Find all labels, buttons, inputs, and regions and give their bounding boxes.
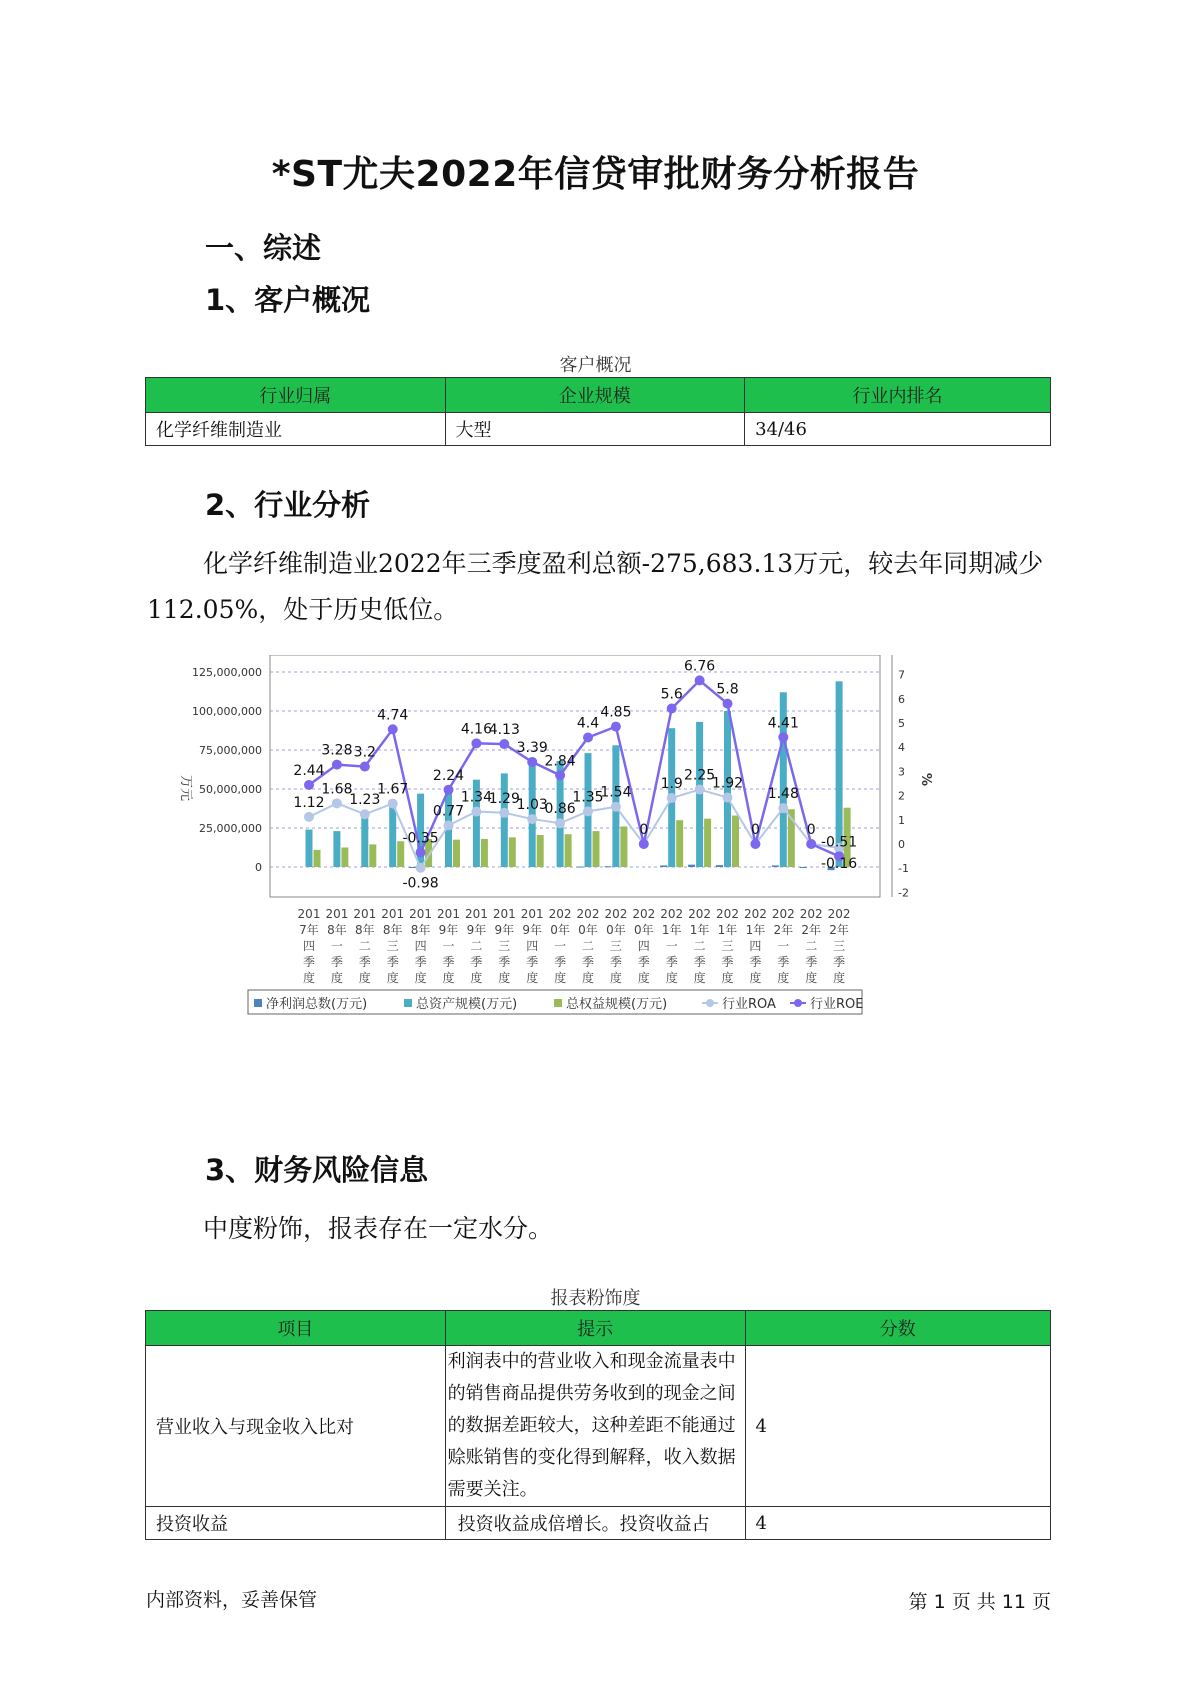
y-tick-label: 50,000,000 — [199, 783, 262, 796]
x-tick-label: 季 — [637, 955, 650, 969]
legend-swatch — [254, 999, 262, 1007]
table-header: 分数 — [745, 1311, 1050, 1346]
roe-data-label: 5.8 — [716, 681, 739, 698]
x-tick-label: 季 — [777, 955, 790, 969]
x-tick-label: 2年 — [829, 923, 849, 937]
section-heading-overview: 一、综述 — [205, 231, 322, 265]
roa-point — [611, 802, 621, 812]
x-tick-label: 201 — [464, 907, 488, 921]
x-tick-label: 202 — [632, 907, 656, 921]
x-tick-label: 度 — [526, 971, 539, 985]
bar-2 — [501, 773, 508, 867]
roe-data-label: -0.35 — [402, 830, 439, 847]
bar-1 — [409, 867, 416, 868]
bar-3 — [453, 840, 460, 867]
legend-label: 净利润总数(万元) — [266, 997, 368, 1012]
bar-3 — [341, 848, 348, 868]
industry-chart — [170, 655, 1040, 1110]
x-tick-label: 度 — [470, 971, 483, 985]
bar-1 — [577, 867, 584, 868]
x-tick-label: 度 — [581, 971, 595, 985]
x-tick-label: 9年 — [494, 923, 515, 937]
bar-2 — [361, 817, 368, 867]
roe-data-label: -0.51 — [820, 834, 858, 851]
y-tick-label: 125,000,000 — [192, 666, 262, 679]
x-tick-label: 9年 — [466, 923, 487, 937]
x-tick-label: 季 — [526, 955, 539, 969]
x-tick-label: 二 — [805, 939, 818, 953]
x-tick-label: 201 — [325, 907, 349, 921]
x-tick-label: 202 — [660, 907, 684, 921]
legend-swatch — [794, 999, 802, 1007]
x-tick-label: 三 — [609, 939, 622, 953]
x-tick-label: 二 — [581, 939, 595, 953]
roa-data-label: 2.25 — [684, 767, 716, 784]
x-tick-label: 0年 — [633, 923, 654, 937]
subsection-heading-industry: 2、行业分析 — [205, 488, 371, 522]
x-tick-label: 二 — [358, 939, 371, 953]
roe-data-label: 0 — [639, 822, 649, 838]
roa-point — [667, 793, 677, 803]
x-tick-label: 8年 — [354, 923, 375, 937]
x-tick-label: 季 — [581, 955, 595, 969]
roe-point — [416, 847, 426, 857]
roa-data-label: 1.9 — [660, 776, 683, 793]
y2-tick-label: 2 — [898, 789, 905, 803]
roe-data-label: 4.85 — [600, 704, 632, 721]
x-tick-label: 季 — [386, 955, 399, 969]
bar-1 — [800, 867, 807, 868]
roe-data-label: 4.74 — [377, 707, 409, 724]
legend-label: 行业ROA — [722, 997, 776, 1012]
x-tick-label: 9年 — [522, 923, 543, 937]
x-tick-label: 202 — [604, 907, 628, 921]
x-tick-label: 201 — [297, 907, 321, 921]
x-tick-label: 2年 — [801, 923, 822, 937]
y2-tick-label: 3 — [898, 765, 905, 779]
x-tick-label: 季 — [554, 955, 567, 969]
roe-point — [388, 724, 398, 734]
roe-point — [806, 839, 816, 849]
legend-label: 总资产规模(万元) — [416, 997, 518, 1012]
bar-3 — [509, 837, 516, 867]
y2-tick-label: 6 — [898, 692, 905, 706]
bar-3 — [565, 834, 572, 867]
bar-3 — [593, 831, 600, 867]
table-cell: 投资收益成倍增长。投资收益占 — [445, 1507, 745, 1540]
roe-data-label: 4.16 — [460, 721, 492, 738]
x-tick-label: 四 — [637, 939, 650, 953]
roa-point — [444, 820, 454, 830]
roe-data-label: 3.2 — [353, 744, 376, 761]
roa-point — [360, 809, 370, 819]
roa-point — [304, 812, 314, 822]
roe-point — [471, 738, 481, 748]
roa-point — [778, 803, 788, 813]
x-tick-label: 202 — [771, 907, 795, 921]
roe-point — [667, 703, 677, 713]
x-tick-label: 202 — [743, 907, 767, 921]
y-tick-label: 100,000,000 — [192, 705, 262, 718]
footer-confidential: 内部资料，妥善保管 — [146, 1589, 318, 1611]
x-tick-label: 201 — [353, 907, 377, 921]
risk-table — [145, 1310, 1051, 1540]
subsection-heading-customer: 1、客户概况 — [205, 283, 371, 317]
x-tick-label: 一 — [330, 939, 343, 953]
x-tick-label: 度 — [498, 971, 511, 985]
roa-data-label: 1.92 — [711, 775, 744, 792]
x-tick-label: 201 — [520, 907, 544, 921]
y2-tick-label: 5 — [898, 717, 905, 730]
x-tick-label: 度 — [609, 971, 622, 985]
customer-overview-table — [145, 377, 1051, 446]
x-tick-label: 8年 — [410, 923, 431, 937]
roe-data-label: 6.76 — [684, 658, 716, 675]
legend-label: 总权益规模(万元) — [566, 997, 668, 1012]
roa-data-label: 1.29 — [488, 790, 520, 807]
roa-data-label: 1.23 — [349, 792, 381, 809]
roe-point — [332, 760, 342, 770]
x-tick-label: 0年 — [578, 923, 598, 937]
x-tick-label: 季 — [749, 955, 762, 969]
x-tick-label: 四 — [414, 939, 427, 953]
x-tick-label: 202 — [827, 907, 851, 921]
table-header: 企业规模 — [445, 378, 745, 413]
roe-point — [527, 757, 537, 767]
table-cell: 34/46 — [745, 413, 1051, 446]
table-cell: 化学纤维制造业 — [146, 413, 446, 446]
bar-1 — [716, 865, 723, 867]
x-tick-label: 四 — [749, 939, 762, 953]
x-tick-label: 度 — [665, 971, 678, 985]
x-tick-label: 度 — [721, 971, 734, 985]
roa-point — [583, 806, 593, 816]
roa-point — [388, 799, 398, 809]
roe-data-label: 2.24 — [432, 767, 465, 784]
roe-data-label: 0 — [750, 822, 760, 838]
x-tick-label: 季 — [805, 955, 818, 969]
x-tick-label: 三 — [833, 939, 846, 953]
roa-point — [695, 785, 705, 795]
x-tick-label: 三 — [498, 939, 511, 953]
x-tick-label: 季 — [665, 955, 678, 969]
table-caption-risk: 报表粉饰度 — [550, 1288, 641, 1309]
roe-data-label: 3.39 — [516, 739, 548, 756]
roe-data-label: 2.44 — [293, 762, 325, 779]
x-tick-label: 8年 — [382, 923, 403, 937]
x-tick-label: 度 — [386, 971, 399, 985]
x-tick-label: 度 — [554, 971, 567, 985]
footer-page-number: 第 1 页 共 11 页 — [908, 1591, 1051, 1613]
x-tick-label: 202 — [799, 907, 823, 921]
roe-point — [778, 732, 788, 742]
bar-3 — [314, 850, 321, 867]
x-tick-label: 度 — [358, 971, 371, 985]
roa-data-label: 1.67 — [377, 781, 409, 798]
roa-data-label: 1.35 — [572, 789, 604, 806]
x-tick-label: 度 — [414, 971, 427, 985]
table-cell: 4 — [745, 1507, 1050, 1540]
x-tick-label: 度 — [637, 971, 650, 985]
roe-point — [723, 699, 733, 709]
table-cell: 大型 — [445, 413, 745, 446]
x-tick-label: 季 — [414, 955, 427, 969]
x-tick-label: 季 — [498, 955, 511, 969]
bar-3 — [481, 839, 488, 867]
roe-point — [639, 839, 649, 849]
x-tick-label: 201 — [492, 907, 516, 921]
x-tick-label: 四 — [302, 939, 316, 953]
y2-tick-label: -1 — [898, 862, 909, 876]
x-tick-label: 季 — [721, 955, 734, 969]
legend-swatch — [554, 999, 562, 1007]
x-tick-label: 0年 — [550, 923, 570, 937]
risk-paragraph: 中度粉饰，报表存在一定水分。 — [203, 1214, 554, 1243]
bar-3 — [732, 816, 739, 867]
x-tick-label: 201 — [381, 907, 405, 921]
x-tick-label: 一 — [777, 939, 790, 953]
roa-data-label: 1.12 — [293, 794, 325, 811]
roe-point — [499, 739, 509, 749]
table-cell: 利润表中的营业收入和现金流量表中的销售商品提供劳务收到的现金之间的数据差距较大，这种差距不能通过赊账销售的变化得到解释，收入数据需要关注。 — [445, 1346, 745, 1507]
bar-1 — [660, 865, 667, 867]
table-cell: 营业收入与现金收入比对 — [146, 1346, 446, 1507]
x-tick-label: 8年 — [327, 923, 347, 937]
x-tick-label: 一 — [442, 939, 455, 953]
x-tick-label: 度 — [693, 971, 706, 985]
subsection-heading-risk: 3、财务风险信息 — [205, 1153, 429, 1187]
bar-2 — [333, 831, 340, 867]
legend-swatch — [706, 999, 714, 1007]
y-tick-label: 0 — [255, 861, 262, 874]
x-tick-label: 三 — [386, 939, 399, 953]
page-title: *ST尤夫2022年信贷审批财务分析报告 — [271, 154, 920, 195]
roa-point — [555, 818, 565, 828]
x-tick-label: 季 — [358, 955, 371, 969]
roa-point — [499, 808, 509, 818]
legend-label: 行业ROE — [810, 997, 864, 1012]
x-tick-label: 度 — [442, 971, 455, 985]
x-tick-label: 202 — [688, 907, 712, 921]
table-cell: 投资收益 — [146, 1507, 446, 1540]
x-tick-label: 度 — [805, 971, 818, 985]
legend-swatch — [404, 999, 412, 1007]
x-tick-label: 季 — [693, 955, 706, 969]
roe-data-label: 4.4 — [576, 715, 600, 732]
y2-tick-label: 4 — [898, 741, 905, 755]
roa-point — [471, 807, 481, 817]
roa-point — [416, 863, 426, 873]
x-tick-label: 度 — [833, 971, 846, 985]
x-tick-label: 202 — [548, 907, 572, 921]
bar-1 — [604, 866, 611, 867]
x-tick-label: 季 — [833, 955, 846, 969]
bar-1 — [688, 865, 695, 867]
x-tick-label: 1年 — [661, 923, 682, 937]
x-tick-label: 度 — [749, 971, 762, 985]
table-row — [146, 1346, 1051, 1507]
roe-point — [304, 780, 314, 790]
x-tick-label: 1年 — [745, 923, 766, 937]
table-caption-overview: 客户概况 — [559, 355, 632, 376]
table-header: 行业内排名 — [745, 378, 1051, 413]
x-tick-label: 202 — [716, 907, 739, 921]
y2-tick-label: 0 — [898, 838, 905, 851]
roa-data-label: 1.68 — [321, 781, 353, 798]
y2-tick-label: -2 — [898, 886, 909, 900]
roe-point — [555, 770, 565, 780]
x-tick-label: 一 — [554, 939, 567, 953]
bar-3 — [369, 844, 376, 867]
roe-data-label: 2.84 — [544, 753, 576, 770]
x-tick-label: 度 — [330, 971, 343, 985]
roe-data-label: 4.13 — [488, 722, 520, 739]
x-tick-label: 1年 — [689, 923, 710, 937]
x-tick-label: 一 — [665, 939, 678, 953]
roa-data-label: 1.34 — [460, 789, 492, 806]
x-tick-label: 季 — [470, 955, 483, 969]
x-tick-label: 9年 — [438, 923, 459, 937]
bar-3 — [704, 819, 711, 867]
y-tick-label: 75,000,000 — [199, 744, 262, 757]
bar-3 — [537, 835, 544, 867]
x-tick-label: 季 — [330, 955, 343, 969]
y2-tick-label: 1 — [898, 813, 905, 827]
roe-data-label: 0 — [806, 822, 816, 838]
roa-data-label: 0.86 — [544, 801, 576, 818]
roe-data-label: 5.6 — [660, 686, 683, 703]
roa-data-label: -0.98 — [402, 875, 439, 892]
x-tick-label: 201 — [409, 907, 433, 921]
roe-data-label: 4.41 — [767, 715, 799, 732]
x-tick-label: 度 — [302, 971, 316, 985]
table-header: 提示 — [445, 1311, 745, 1346]
table-row — [146, 1507, 1051, 1540]
roa-point — [527, 814, 537, 824]
x-tick-label: 二 — [693, 939, 706, 953]
x-tick-label: 季 — [442, 955, 455, 969]
bar-1 — [772, 865, 779, 867]
roa-data-label: -0.16 — [820, 855, 858, 872]
y2-tick-label: 7 — [898, 668, 905, 682]
table-header: 项目 — [146, 1311, 446, 1346]
y-tick-label: 25,000,000 — [199, 822, 262, 835]
y2-axis-label: % — [918, 773, 933, 787]
roe-point — [695, 675, 705, 685]
x-tick-label: 季 — [302, 955, 316, 969]
x-tick-label: 7年 — [299, 923, 319, 937]
roa-data-label: 1.54 — [600, 784, 632, 801]
roe-point — [583, 733, 593, 743]
y-axis-label: 万元 — [178, 775, 193, 802]
x-tick-label: 202 — [576, 907, 600, 921]
x-tick-label: 0年 — [606, 923, 626, 937]
x-tick-label: 四 — [526, 939, 539, 953]
roa-point — [332, 798, 342, 808]
bar-3 — [620, 826, 627, 867]
bar-3 — [676, 820, 683, 867]
table-header: 行业归属 — [146, 378, 446, 413]
x-tick-label: 三 — [721, 939, 734, 953]
roe-point — [360, 762, 370, 772]
x-tick-label: 2年 — [773, 923, 794, 937]
roa-point — [723, 793, 733, 803]
roa-data-label: 1.48 — [767, 786, 799, 803]
x-tick-label: 季 — [609, 955, 622, 969]
x-tick-label: 1年 — [717, 923, 738, 937]
table-cell: 4 — [745, 1346, 1050, 1507]
roe-point — [750, 839, 760, 849]
x-tick-label: 二 — [470, 939, 483, 953]
roe-data-label: 3.28 — [321, 742, 353, 759]
x-tick-label: 度 — [777, 971, 790, 985]
x-tick-label: 201 — [437, 907, 460, 921]
industry-paragraph: 化学纤维制造业2022年三季度盈利总额-275,683.13万元，较去年同期减少112.05%，处于历史低位。 — [147, 549, 1044, 624]
bar-2 — [306, 830, 313, 867]
roa-data-label: 0.77 — [432, 803, 465, 820]
roa-data-label: 1.03 — [516, 797, 548, 814]
roe-point — [444, 785, 454, 795]
roe-point — [611, 722, 621, 732]
